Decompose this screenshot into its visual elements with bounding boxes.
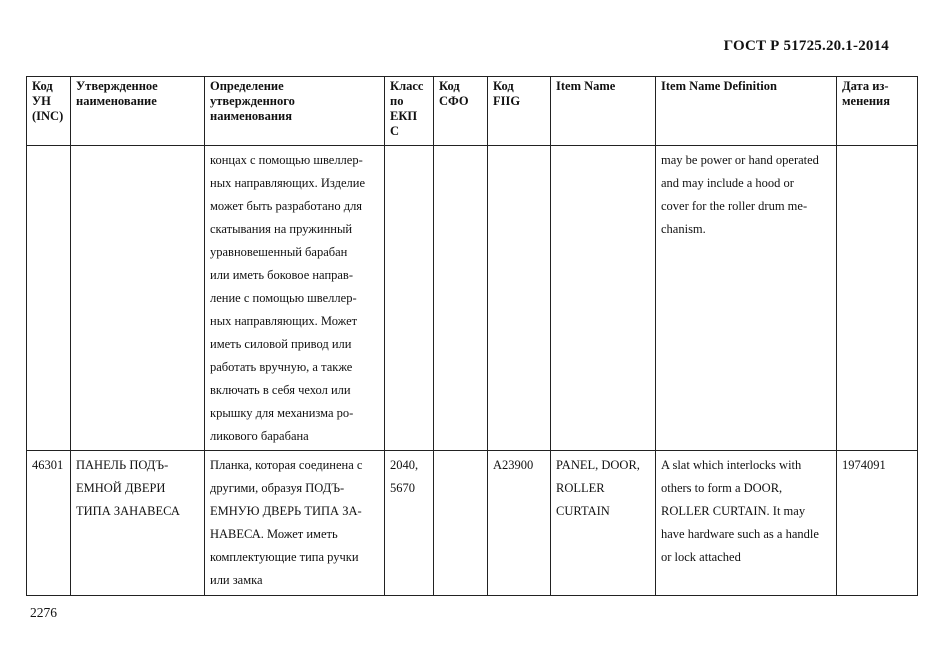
cell-fiig [488,146,551,451]
col-header-change-date: Дата из- менения [837,77,918,146]
col-header-approved-name: Утвержденное наименование [71,77,205,146]
document-code: ГОСТ Р 51725.20.1-2014 [723,38,889,54]
col-header-item-name-definition: Item Name Definition [656,77,837,146]
cell-approved-name [71,146,205,451]
col-header-sfo: Код СФО [434,77,488,146]
page-number: 2276 [30,605,57,620]
classification-table [26,76,918,596]
table-row [27,146,918,451]
col-header-fiig: Код FIIG [488,77,551,146]
cell-definition: Планка, которая соединена с другими, образуя ПОДЪ- ЕМНУЮ ДВЕРЬ ТИПА ЗА- НАВЕСА. Может иметь комплектующие типа ручки или замка [205,451,385,596]
cell-class: 2040, 5670 [385,451,434,596]
col-header-class: Класс по ЕКП С [385,77,434,146]
table-row [27,451,918,596]
cell-approved-name: ПАНЕЛЬ ПОДЪ- ЕМНОЙ ДВЕРИ ТИПА ЗАНАВЕСА [71,451,205,596]
table-header-row [27,77,918,146]
col-header-inc: Код УН (INC) [27,77,71,146]
cell-change-date: 1974091 [837,451,918,596]
cell-sfo [434,451,488,596]
col-header-item-name: Item Name [551,77,656,146]
cell-inc [27,146,71,451]
cell-fiig: A23900 [488,451,551,596]
cell-sfo [434,146,488,451]
cell-item-name [551,146,656,451]
cell-inc: 46301 [27,451,71,596]
cell-item-name-definition: A slat which interlocks with others to form a DOOR, ROLLER CURTAIN. It may have hardware such as a handle or lock attached [656,451,837,596]
cell-change-date [837,146,918,451]
cell-item-name-definition: may be power or hand operated and may include a hood or cover for the roller drum me- chanism. [656,146,837,451]
col-header-definition: Определение утвержденного наименования [205,77,385,146]
cell-class [385,146,434,451]
cell-definition: концах с помощью швеллер- ных направляющих. Изделие может быть разработано для скатывания на пружинный уравновешенный барабан или иметь боковое направ- ление с помощью швеллер- ных направляющих. Может иметь силовой привод или работать вручную, а также включать в себя чехол или крышку для механизма ро- ликового барабана [205,146,385,451]
cell-item-name: PANEL, DOOR, ROLLER CURTAIN [551,451,656,596]
